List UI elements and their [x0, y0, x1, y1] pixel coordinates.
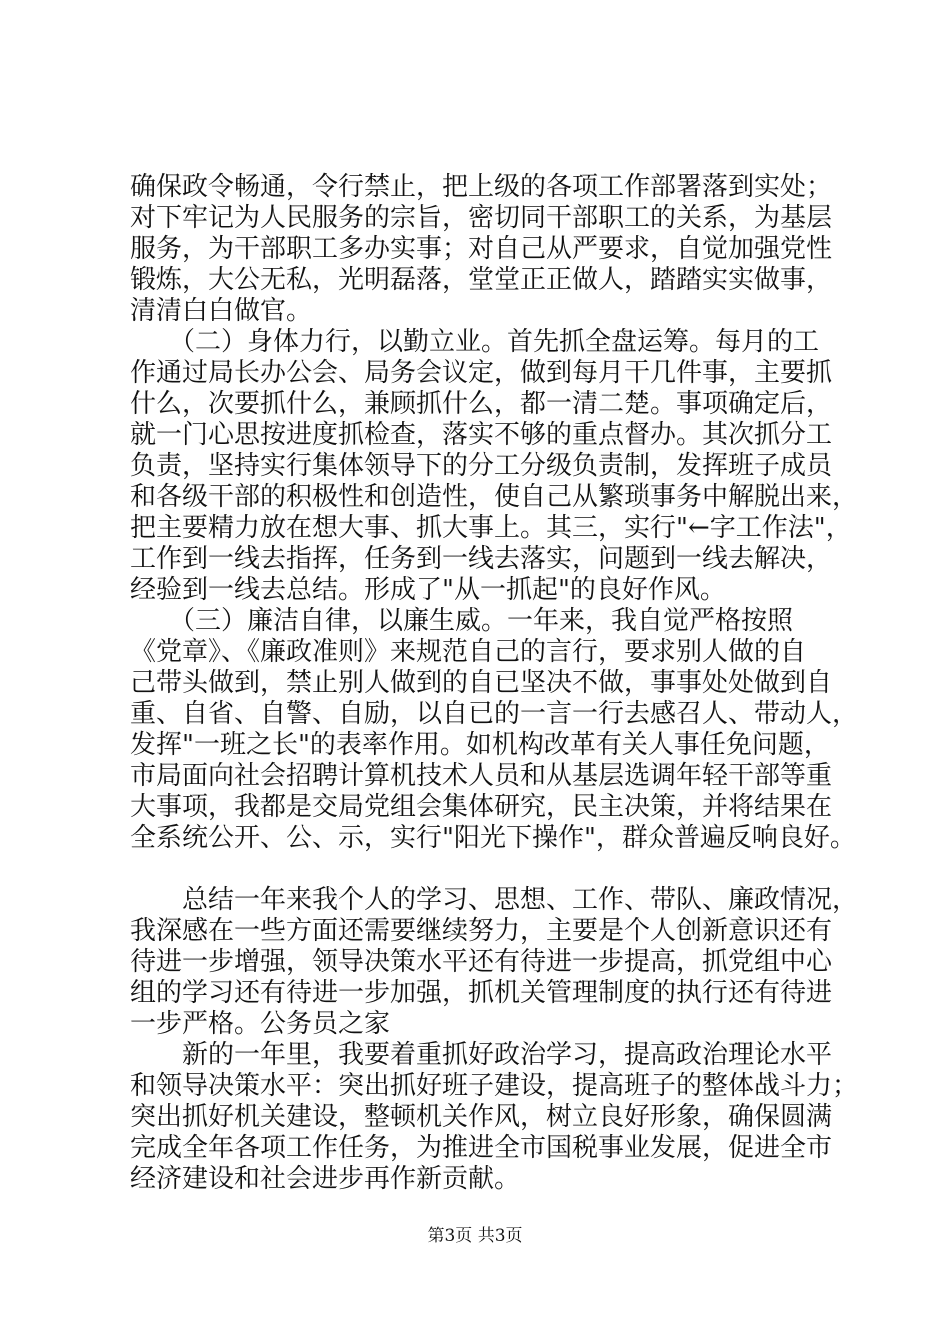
text-line: 己带头做到，禁止别人做到的自已坚决不做，事事处处做到自 — [130, 668, 833, 698]
text-line: 一步严格。公务员之家 — [130, 1009, 391, 1039]
text-line: 待进一步增强，领导决策水平还有待进一步提高，抓党组中心 — [130, 947, 833, 977]
text-line: 负责，坚持实行集体领导下的分工分级负责制，发挥班子成员 — [130, 451, 833, 481]
text-line: 清清白白做官。 — [130, 296, 313, 326]
text-line: 发挥"一班之长"的表率作用。如机构改革有关人事任免问题， — [130, 730, 830, 760]
text-line: 把主要精力放在想大事、抓大事上。其三，实行"←字工作法"， — [130, 513, 852, 543]
text-line: 和领导决策水平：突出抓好班子建设，提高班子的整体战斗力； — [130, 1071, 859, 1101]
text-line: 工作到一线去指挥，任务到一线去落实，问题到一线去解决， — [130, 544, 833, 574]
text-line: 全系统公开、公、示，实行"阳光下操作"，群众普遍反响良好。 — [130, 823, 856, 853]
text-line: 就一门心思按进度抓检查，落实不够的重点督办。其次抓分工 — [130, 420, 833, 450]
text-line: 经验到一线去总结。形成了"从一抓起"的良好作风。 — [130, 575, 726, 605]
page-footer: 第3页 共3页 — [427, 1226, 523, 1246]
text-line: 大事项，我都是交局党组会集体研究，民主决策，并将结果在 — [130, 792, 833, 822]
text-line: 服务，为干部职工多办实事；对自己从严要求，自觉加强党性 — [130, 234, 833, 264]
text-line: 《党章》、《廉政准则》来规范自己的言行，要求别人做的自 — [130, 637, 807, 667]
text-line: 和各级干部的积极性和创造性，使自己从繁琐事务中解脱出来， — [130, 482, 859, 512]
text-line: 市局面向社会招聘计算机技术人员和从基层选调年轻干部等重 — [130, 761, 833, 791]
text-line: 什么，次要抓什么，兼顾抓什么，都一清二楚。事项确定后， — [130, 389, 833, 419]
text-line: 锻炼，大公无私，光明磊落，堂堂正正做人，踏踏实实做事， — [130, 265, 833, 295]
blank-line — [130, 854, 850, 885]
text-line: 作通过局长办公会、局务会议定，做到每月干几件事，主要抓 — [130, 358, 833, 388]
text-line: （二）身体力行，以勤立业。首先抓全盘运筹。每月的工 — [130, 327, 820, 357]
text-line: 经济建设和社会进步再作新贡献。 — [130, 1164, 521, 1194]
text-line: 确保政令畅通，令行禁止，把上级的各项工作部署落到实处； — [130, 172, 833, 202]
text-line: 总结一年来我个人的学习、思想、工作、带队、廉政情况， — [130, 885, 859, 915]
text-line: 新的一年里，我要着重抓好政治学习，提高政治理论水平 — [130, 1040, 833, 1070]
text-line: 重、自省、自警、自励，以自已的一言一行去感召人、带动人， — [130, 699, 859, 729]
text-line: （三）廉洁自律，以廉生威。一年来，我自觉严格按照 — [130, 606, 794, 636]
text-line: 对下牢记为人民服务的宗旨，密切同干部职工的关系，为基层 — [130, 203, 833, 233]
text-line: 我深感在一些方面还需要继续努力，主要是个人创新意识还有 — [130, 916, 833, 946]
text-line: 组的学习还有待进一步加强，抓机关管理制度的执行还有待进 — [130, 978, 833, 1008]
text-line: 突出抓好机关建设，整顿机关作风，树立良好形象，确保圆满 — [130, 1102, 833, 1132]
text-line: 完成全年各项工作任务，为推进全市国税事业发展，促进全市 — [130, 1133, 833, 1163]
